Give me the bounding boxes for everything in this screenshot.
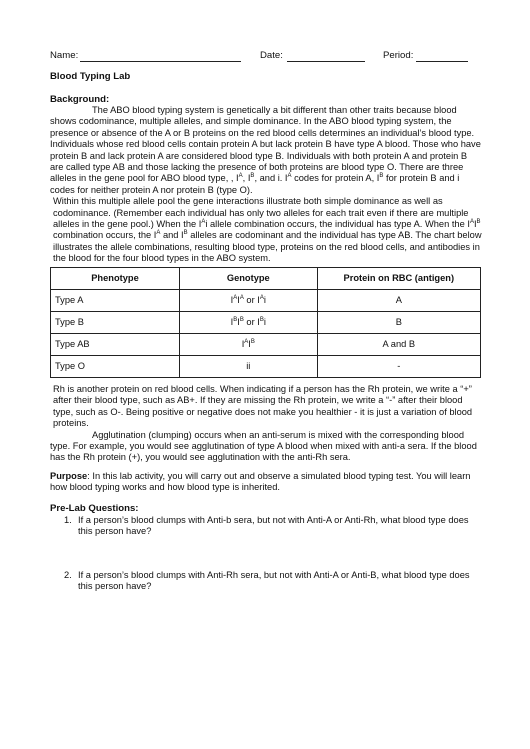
date-label: Date:	[260, 50, 283, 61]
background-text: I	[473, 219, 477, 230]
table-row	[51, 312, 481, 334]
prelab-heading: Pre-Lab Questions:	[50, 503, 139, 514]
name-label: Name:	[50, 50, 79, 61]
allele-superscript: A	[238, 173, 243, 180]
allele-superscript: A	[156, 230, 161, 237]
rh-paragraph: Rh is another protein on red blood cells. When indicating if a person has the Rh protein, we write a “+” after their blood type, such as AB+. If they are missing the Rh protein, we write a “-” after their blood type, such as O-. Being positive or negative does not make you healthier - it is just a variation of blood proteins.	[53, 384, 473, 429]
background-text: for protein B and i codes for neither protein A nor protein B (type O).	[50, 173, 460, 195]
blood-type-table	[50, 267, 481, 378]
agglutination-paragraph: Agglutination (clumping) occurs when an anti-serum is mixed with the corresponding blood type. For example, you would see agglutination of type A blood when mixed with anti-a sera. If the blood has the Rh protein (+), you would see agglutination with the anti-Rh sera.	[50, 429, 477, 463]
page-title: Blood Typing Lab	[50, 71, 131, 82]
purpose-text: : In this lab activity, you will carry out and observe a simulated blood typing test. You will learn how blood typing works and how blood type is inherited.	[50, 471, 471, 493]
background-text: The ABO blood typing system is genetically a bit different than other traits because blood shows codominance, multiple alleles, and simple dominance. In the ABO blood typing system, the presence or absence of the A or B proteins on the red blood cells determines an individual’s blood type. Individuals whose red blood cells contain protein A but lack protein B have type A blood. Those who have protein B and lack protein A are considered blood type B. Individuals with both protein A and protein B are called type AB and those lacking the presence of both proteins are blood type O. There are three alleles in the gene pool for ABO blood type, , I	[50, 105, 481, 184]
genotype-text: I	[230, 294, 234, 305]
protein-cell: A and B	[317, 334, 480, 356]
table-row	[51, 334, 481, 356]
purpose-section	[50, 471, 482, 494]
genotype-text: I	[230, 316, 234, 327]
allele-superscript: A	[233, 294, 238, 301]
student-info-header	[50, 50, 490, 64]
background-text: i allele combination occurs, the individual has type A. When the I	[205, 219, 470, 230]
protein-cell: B	[317, 312, 480, 334]
genotype-text: I	[241, 338, 245, 349]
allele-superscript: B	[259, 316, 264, 323]
genotype-cell	[180, 334, 318, 356]
allele-superscript: B	[476, 219, 481, 226]
genotype-text: I	[237, 294, 240, 305]
allele-superscript: A	[201, 219, 206, 226]
question-text: If a person’s blood clumps with Anti-b sera, but not with Anti-A or Anti-Rh, what blood type does this person have?	[78, 515, 469, 537]
genotype-cell	[180, 312, 318, 334]
allele-superscript: B	[239, 316, 244, 323]
table-row	[51, 290, 481, 312]
allele-superscript: A	[244, 338, 249, 345]
genotype-text: or I	[243, 316, 260, 327]
background-paragraph-1	[50, 105, 482, 196]
phenotype-cell: Type AB	[51, 334, 180, 356]
column-header-phenotype: Phenotype	[51, 268, 180, 290]
background-text: , I	[242, 173, 251, 184]
period-label: Period:	[383, 50, 414, 61]
background-text: alleles are codominant and the individual has type AB. The chart below illustrates the allele combinations, resulting blood type, proteins on the red blood cells, and antibodies in the blood for the four blood types in the ABO system.	[53, 230, 482, 264]
genotype-text: ii	[246, 360, 251, 371]
background-text: and I	[160, 230, 184, 241]
genotype-text: i	[263, 316, 266, 327]
background-text: combination occurs, the I	[53, 230, 157, 241]
allele-superscript: A	[287, 173, 292, 180]
protein-cell: -	[317, 356, 480, 378]
date-blank-line[interactable]	[287, 61, 365, 62]
background-text: codes for protein A, I	[291, 173, 380, 184]
rh-section	[50, 384, 482, 464]
table-row	[51, 356, 481, 378]
column-header-genotype: Genotype	[180, 268, 318, 290]
prelab-question-2	[64, 570, 484, 593]
allele-superscript: B	[233, 316, 238, 323]
question-number: 2.	[64, 570, 72, 580]
purpose-label: Purpose	[50, 471, 88, 481]
background-paragraph-2	[50, 196, 482, 264]
table-header-row	[51, 268, 481, 290]
question-number: 1.	[64, 515, 72, 525]
genotype-cell	[180, 290, 318, 312]
period-blank-line[interactable]	[416, 61, 468, 62]
genotype-text: I	[248, 338, 251, 349]
phenotype-cell: Type B	[51, 312, 180, 334]
genotype-text: i	[263, 294, 266, 305]
allele-superscript: B	[250, 338, 255, 345]
prelab-question-1	[64, 515, 484, 538]
allele-superscript: B	[379, 173, 384, 180]
question-text: If a person’s blood clumps with Anti-Rh sera, but not with Anti-A or Anti-B, what blood type does this person have?	[78, 570, 470, 592]
allele-superscript: A	[469, 219, 474, 226]
background-heading: Background:	[50, 94, 110, 105]
allele-superscript: B	[250, 173, 255, 180]
background-section	[50, 105, 482, 265]
phenotype-cell: Type O	[51, 356, 180, 378]
background-text: , and i. I	[254, 173, 288, 184]
allele-superscript: A	[259, 294, 264, 301]
allele-superscript: B	[183, 230, 188, 237]
protein-cell: A	[317, 290, 480, 312]
column-header-protein: Protein on RBC (antigen)	[317, 268, 480, 290]
genotype-text: I	[237, 316, 240, 327]
background-text: Within this multiple allele pool the gene interactions illustrate both simple dominance as well as codominance. (Remember each individual has only two alleles for each trait even if there are multiple alleles in the gene pool.) When the I	[53, 196, 469, 230]
genotype-cell	[180, 356, 318, 378]
phenotype-cell: Type A	[51, 290, 180, 312]
allele-superscript: A	[239, 294, 244, 301]
genotype-text: or I	[243, 294, 260, 305]
name-blank-line[interactable]	[80, 61, 241, 62]
